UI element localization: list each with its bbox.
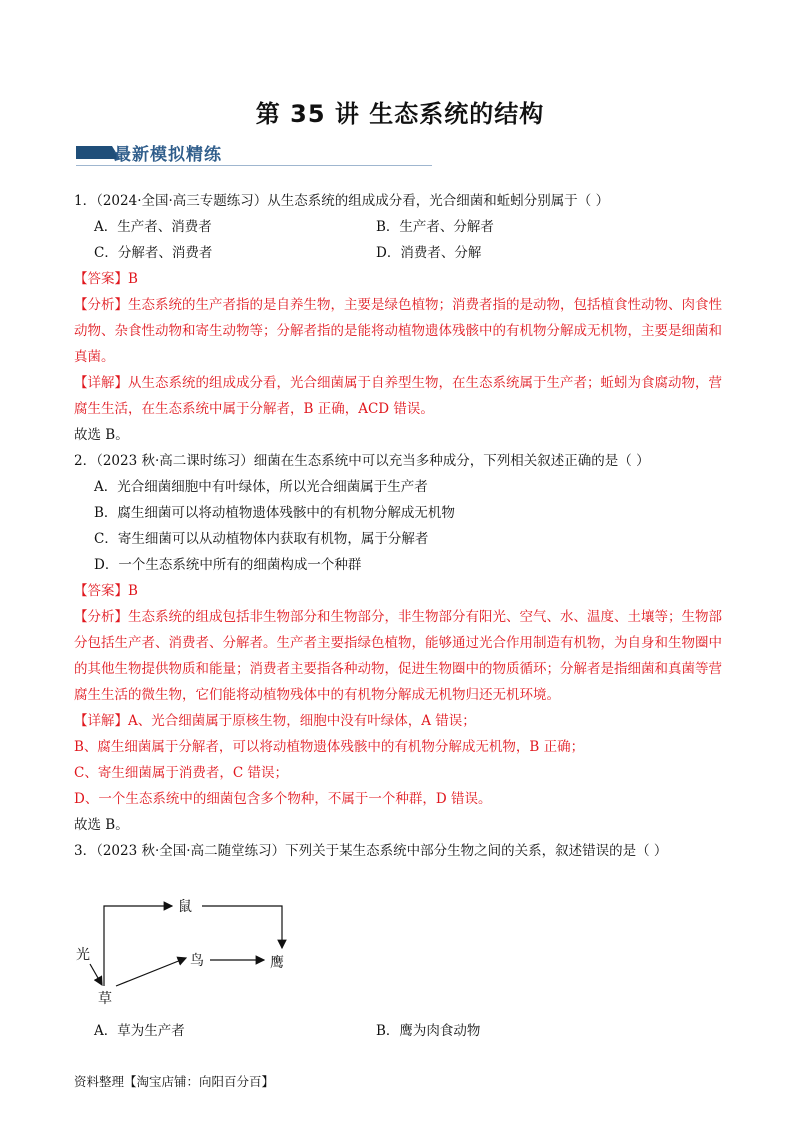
- option-b: B．腐生细菌可以将动植物遗体残骸中的有机物分解成无机物: [94, 505, 455, 521]
- option-a: A．光合细菌细胞中有叶绿体，所以光合细菌属于生产者: [94, 479, 428, 495]
- question-stem: 2．（2023 秋·高二课时练习）细菌在生态系统中可以充当多种成分，下列相关叙述正确的是（ ）: [74, 453, 650, 469]
- options-row: [74, 1018, 726, 1044]
- detail-c: C、寄生细菌属于消费者，C 错误；: [74, 765, 288, 781]
- detail-b: B、腐生细菌属于分解者，可以将动植物遗体残骸中的有机物分解成无机物，B 正确；: [74, 739, 585, 755]
- question-2: [74, 448, 726, 838]
- section-banner-label: 最新模拟精练: [114, 145, 222, 165]
- arrow-light-grass: [90, 964, 102, 985]
- banner-rule: [76, 165, 432, 166]
- option-c: C．分解者、消费者: [94, 245, 213, 261]
- page-title: 第 35 讲 生态系统的结构: [255, 100, 545, 128]
- section-banner: [76, 142, 432, 166]
- detail-d: D、一个生态系统中的细菌包含多个物种，不属于一个种群，D 错误。: [74, 791, 492, 807]
- analysis: 【分析】生态系统的组成包括非生物部分和生物部分，非生物部分有阳光、空气、水、温度、土壤等；生物部分包括生产者、消费者、分解者。生产者主要指绿色植物，能够通过光合作用制造有机物，为自身和生物圈中的其他生物提供物质和能量；消费者主要指各种动物，促进生物圈中的物质循环；分解者是指细菌和真菌等营腐生生活的微生物，它们能将动植物残体中的有机物分解成无机物归还无机环境。: [74, 609, 722, 703]
- arrow-grass-bird: [116, 958, 186, 986]
- option-b: B．生产者、分解者: [376, 219, 494, 235]
- option-a: A．草为生产者: [94, 1023, 185, 1039]
- option-a: A．生产者、消费者: [94, 219, 212, 235]
- conclusion: 故选 B。: [74, 427, 129, 443]
- conclusion: 故选 B。: [74, 817, 129, 833]
- option-d: D．消费者、分解: [376, 245, 482, 261]
- document-body: [74, 188, 726, 1044]
- banner-bar-icon: [76, 146, 112, 159]
- footer-source: 资料整理【淘宝店铺：向阳百分百】: [74, 1074, 275, 1089]
- node-light: 光: [76, 947, 90, 963]
- node-mouse: 鼠: [178, 899, 192, 915]
- question-stem: 3．（2023 秋·全国·高二随堂练习）下列关于某生态系统中部分生物之间的关系，叙述错误的是（ ）: [74, 843, 668, 859]
- node-grass: 草: [98, 991, 112, 1007]
- node-bird: 鸟: [190, 953, 204, 969]
- option-b: B．鹰为肉食动物: [376, 1023, 481, 1039]
- question-1: [74, 188, 726, 448]
- analysis: 【分析】生态系统的生产者指的是自养生物，主要是绿色植物；消费者指的是动物，包括植食性动物、肉食性动物、杂食性动物和寄生动物等；分解者指的是能将动植物遗体残骸中的有机物分解成无机物，主要是细菌和真菌。: [74, 297, 722, 365]
- food-web-diagram: [74, 868, 374, 1008]
- options-row: [74, 214, 726, 240]
- node-eagle: 鹰: [270, 955, 284, 971]
- arrow-grass-mouse: [104, 906, 172, 986]
- detail-a: 【详解】A、光合细菌属于原核生物，细胞中没有叶绿体，A 错误；: [74, 713, 476, 729]
- answer: 【答案】B: [74, 583, 138, 599]
- answer: 【答案】B: [74, 271, 138, 287]
- food-web-arrows: [74, 868, 374, 1008]
- option-c: C．寄生细菌可以从动植物体内获取有机物，属于分解者: [94, 531, 429, 547]
- detail: 【详解】从生态系统的组成成分看，光合细菌属于自养型生物，在生态系统属于生产者；蚯蚓为食腐动物，营腐生生活，在生态系统中属于分解者，B 正确，ACD 错误。: [74, 375, 722, 417]
- option-d: D．一个生态系统中所有的细菌构成一个种群: [94, 557, 362, 573]
- options-row: [74, 240, 726, 266]
- question-3: [74, 838, 726, 1044]
- question-stem: 1．（2024·全国·高三专题练习）从生态系统的组成成分看，光合细菌和蚯蚓分别属于（ ）: [74, 193, 610, 209]
- arrow-mouse-eagle: [202, 906, 282, 948]
